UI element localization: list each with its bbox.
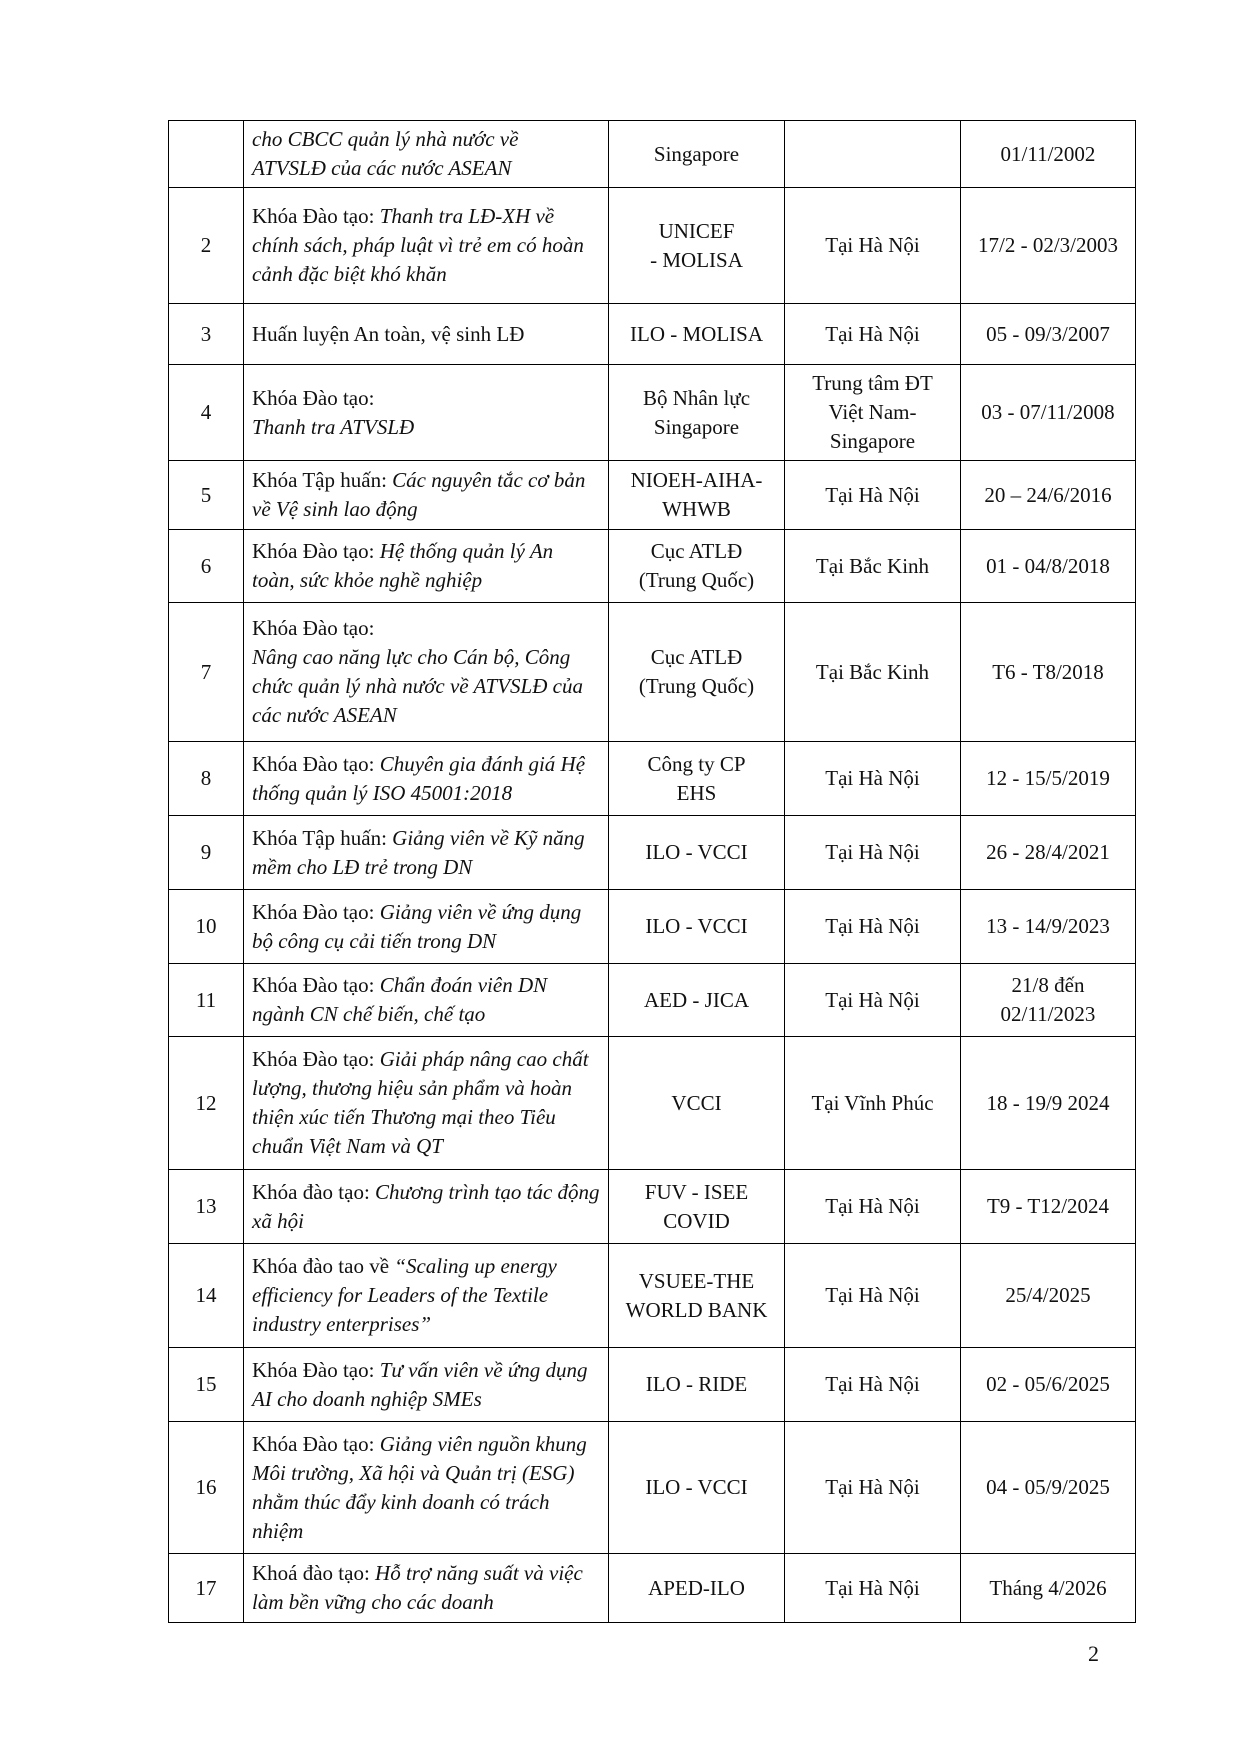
time-cell — [961, 530, 1136, 603]
course-name-cell — [244, 121, 609, 188]
course-name-cell — [244, 1170, 609, 1244]
course-title-text: Chuyên gia đánh giá Hệ thống quản lý ISO 45001:2018 — [252, 751, 586, 805]
organizer-text: (Trung Quốc) — [638, 674, 755, 698]
time-cell — [961, 742, 1136, 816]
time-cell — [961, 964, 1136, 1037]
organizer-text: FUV - ISEE — [644, 1179, 749, 1204]
organizer-text: VCCI — [671, 1090, 722, 1115]
course-title-text: Giảng viên về Kỹ năng mềm cho LĐ trẻ trong DN — [252, 825, 585, 879]
course-type-text: Khóa đào tạo: — [252, 1179, 376, 1204]
organizer-cell — [609, 304, 785, 365]
time-cell — [961, 121, 1136, 188]
time-text: 18 - 19/9 2024 — [986, 1090, 1110, 1115]
course-name-cell — [244, 188, 609, 304]
location-text: Tại Hà Nội — [825, 1575, 920, 1600]
location-text: Tại Hà Nội — [825, 1475, 920, 1499]
course-type-text: Khoá đào tạo: — [252, 1561, 376, 1585]
row-number-cell: 4 — [169, 365, 244, 461]
organizer-cell — [609, 461, 785, 530]
location-text: Việt Nam- — [828, 400, 917, 424]
organizer-text: AED - JICA — [644, 987, 749, 1012]
row-number-cell: 6 — [169, 530, 244, 603]
organizer-cell — [609, 365, 785, 461]
table-row — [169, 964, 1136, 1037]
organizer-text: COVID — [663, 1208, 730, 1233]
course-name-cell — [244, 890, 609, 964]
location-text: Tại Bắc Kinh — [815, 553, 930, 578]
time-cell — [961, 816, 1136, 890]
organizer-cell — [609, 890, 785, 964]
course-title-text: Hệ thống quản lý An toàn, sức khỏe nghề nghiệp — [252, 539, 554, 592]
location-text: Tại Hà Nội — [825, 1283, 920, 1307]
location-cell — [785, 365, 961, 461]
time-cell — [961, 1422, 1136, 1554]
organizer-cell — [609, 1037, 785, 1170]
location-text: Singapore — [829, 429, 916, 453]
course-type-text: Khóa Tập huấn: — [252, 825, 393, 850]
table-row — [169, 1422, 1136, 1554]
time-text: 13 - 14/9/2023 — [986, 914, 1110, 938]
time-text: 04 - 05/9/2025 — [986, 1475, 1110, 1499]
course-type-text: Khóa đào tao về — [252, 1254, 395, 1278]
organizer-text: ILO - VCCI — [645, 1475, 748, 1499]
time-text: 17/2 - 02/3/2003 — [978, 233, 1118, 257]
row-number-cell: 8 — [169, 742, 244, 816]
organizer-text: UNICEF — [658, 218, 735, 243]
course-name-cell — [244, 1037, 609, 1170]
course-name-cell — [244, 461, 609, 530]
time-cell — [961, 1037, 1136, 1170]
location-cell — [785, 1422, 961, 1554]
organizer-text: Cục ATLĐ — [650, 539, 743, 563]
row-number-cell: 15 — [169, 1348, 244, 1422]
course-type-text: Khóa Đào tạo: — [252, 1431, 380, 1456]
location-cell — [785, 1037, 961, 1170]
course-type-text: Khóa Đào tạo: — [252, 1357, 380, 1382]
organizer-text: Công ty CP — [647, 751, 746, 776]
course-title-text: Thanh tra LĐ-XH về chính sách, pháp luật vì trẻ em có hoàn cảnh đặc biệt khó khăn — [252, 204, 584, 286]
organizer-cell — [609, 964, 785, 1037]
location-text: Tại Hà Nội — [825, 482, 920, 507]
row-number-cell: 10 — [169, 890, 244, 964]
organizer-text: Singapore — [653, 414, 740, 439]
time-cell — [961, 1554, 1136, 1623]
location-cell — [785, 890, 961, 964]
time-text: T6 - T8/2018 — [992, 659, 1104, 684]
location-cell — [785, 530, 961, 603]
row-number-cell — [169, 121, 244, 188]
location-cell — [785, 964, 961, 1037]
time-text: 03 - 07/11/2008 — [981, 400, 1115, 424]
organizer-cell — [609, 816, 785, 890]
time-text: 25/4/2025 — [1005, 1283, 1091, 1307]
course-title-text: Thanh tra ATVSLĐ — [252, 414, 415, 439]
time-text: Tháng 4/2026 — [989, 1575, 1107, 1600]
course-name-cell — [244, 742, 609, 816]
course-name-cell — [244, 1554, 609, 1623]
location-text: Tại Bắc Kinh — [815, 659, 930, 684]
location-cell — [785, 461, 961, 530]
organizer-cell — [609, 1554, 785, 1623]
course-type-text: Khóa Tập huấn: — [252, 468, 393, 492]
time-cell — [961, 304, 1136, 365]
organizer-cell — [609, 1170, 785, 1244]
location-text: Tại Hà Nội — [825, 233, 920, 257]
organizer-text: ILO - MOLISA — [630, 321, 763, 346]
location-cell — [785, 1554, 961, 1623]
course-type-text: Khóa Đào tạo: — [252, 751, 380, 776]
table-row — [169, 304, 1136, 365]
organizer-text: - MOLISA — [650, 247, 743, 272]
table-row — [169, 121, 1136, 188]
location-text: Tại Hà Nội — [825, 321, 920, 346]
location-text: Tại Hà Nội — [825, 840, 920, 864]
course-title-text: Giảng viên nguồn khung Môi trường, Xã hội và Quản trị (ESG) nhằm thúc đẩy kinh doanh có trách nhiệm — [252, 1431, 587, 1543]
location-cell — [785, 1244, 961, 1348]
time-text: 20 – 24/6/2016 — [984, 482, 1112, 507]
table-row — [169, 742, 1136, 816]
time-cell — [961, 365, 1136, 461]
table-row — [169, 461, 1136, 530]
time-cell — [961, 1244, 1136, 1348]
course-name-cell — [244, 304, 609, 365]
course-title-text: “Scaling up energy efficiency for Leaders of the Textile industry enterprises” — [252, 1254, 557, 1336]
row-number-cell: 3 — [169, 304, 244, 365]
organizer-text: ILO - VCCI — [645, 840, 748, 864]
organizer-cell — [609, 121, 785, 188]
row-number-cell: 12 — [169, 1037, 244, 1170]
organizer-cell — [609, 603, 785, 742]
course-title-text: Tư vấn viên về ứng dụng AI cho doanh nghiệp SMEs — [252, 1357, 588, 1411]
table-row — [169, 1348, 1136, 1422]
page-number: 2 — [1088, 1641, 1099, 1666]
organizer-text: ILO - RIDE — [645, 1372, 748, 1396]
organizer-cell — [609, 1244, 785, 1348]
course-title-text: Giảng viên về ứng dụng bộ công cụ cải tiến trong DN — [252, 899, 582, 953]
row-number-cell: 16 — [169, 1422, 244, 1554]
organizer-text: NIOEH-AIHA- — [630, 468, 763, 492]
table-row — [169, 188, 1136, 304]
location-text: Tại Hà Nội — [825, 766, 920, 790]
organizer-text: APED-ILO — [648, 1575, 745, 1600]
table-row — [169, 1244, 1136, 1348]
time-text: 01/11/2002 — [1000, 141, 1096, 166]
organizer-text: WHWB — [662, 497, 731, 521]
row-number-cell: 13 — [169, 1170, 244, 1244]
organizer-text: Bộ Nhân lực — [642, 385, 751, 410]
time-cell — [961, 603, 1136, 742]
course-type-text: Khóa Đào tạo: — [252, 616, 375, 640]
course-type-text: Khóa Đào tạo: — [252, 1047, 380, 1071]
location-text: Tại Hà Nội — [825, 1372, 920, 1396]
course-type-text: Khóa Đào tạo: — [252, 204, 380, 228]
organizer-cell — [609, 1422, 785, 1554]
organizer-text: EHS — [676, 780, 717, 805]
time-text: 26 - 28/4/2021 — [986, 840, 1110, 864]
table-row — [169, 816, 1136, 890]
row-number-cell: 7 — [169, 603, 244, 742]
course-name-cell — [244, 1244, 609, 1348]
organizer-text: Singapore — [653, 141, 740, 166]
course-name-cell — [244, 816, 609, 890]
course-name-cell — [244, 365, 609, 461]
organizer-cell — [609, 530, 785, 603]
location-text: Tại Hà Nội — [825, 914, 920, 938]
organizer-cell — [609, 188, 785, 304]
organizer-text: ILO - VCCI — [645, 914, 748, 938]
organizer-text: VSUEE-THE — [638, 1268, 755, 1293]
organizer-text: (Trung Quốc) — [638, 568, 755, 592]
table-row — [169, 365, 1136, 461]
table-body — [169, 121, 1136, 1623]
training-courses-table — [168, 120, 1136, 1623]
location-cell — [785, 742, 961, 816]
table-row — [169, 890, 1136, 964]
table-row — [169, 530, 1136, 603]
time-text: 12 - 15/5/2019 — [986, 766, 1110, 790]
table-row — [169, 603, 1136, 742]
organizer-text: WORLD BANK — [625, 1297, 768, 1322]
course-title-text: Hỗ trợ năng suất và việc làm bền vững cho các doanh — [252, 1561, 583, 1614]
time-text: 05 - 09/3/2007 — [986, 321, 1110, 346]
organizer-text: Cục ATLĐ — [650, 645, 743, 669]
row-number-cell: 17 — [169, 1554, 244, 1623]
location-text: Tại Vĩnh Phúc — [811, 1090, 934, 1115]
course-name-cell — [244, 1348, 609, 1422]
row-number-cell: 11 — [169, 964, 244, 1037]
course-title-text: cho CBCC quản lý nhà nước về — [252, 127, 519, 151]
row-number-cell: 5 — [169, 461, 244, 530]
course-type-text: Khóa Đào tạo: — [252, 539, 380, 563]
course-type-text: Khóa Đào tạo: — [252, 385, 375, 410]
course-title-text: ATVSLĐ của các nước ASEAN — [252, 156, 512, 180]
row-number-cell: 2 — [169, 188, 244, 304]
location-text: Tại Hà Nội — [825, 987, 920, 1012]
course-title-text: Nâng cao năng lực cho Cán bộ, Công chức quản lý nhà nước về ATVSLĐ của các nước ASEAN — [252, 645, 583, 727]
time-text: 02/11/2023 — [1000, 1002, 1096, 1026]
location-cell — [785, 603, 961, 742]
course-name-cell — [244, 1422, 609, 1554]
time-text: 02 - 05/6/2025 — [986, 1372, 1110, 1396]
course-name-cell — [244, 603, 609, 742]
time-cell — [961, 890, 1136, 964]
location-cell — [785, 121, 961, 188]
organizer-cell — [609, 742, 785, 816]
location-cell — [785, 1348, 961, 1422]
course-title-text: Chẩn đoán viên DN ngành CN chế biến, chế tạo — [252, 973, 548, 1026]
location-cell — [785, 304, 961, 365]
location-text: Tại Hà Nội — [825, 1194, 920, 1218]
course-type-text: Huấn luyện An toàn, vệ sinh LĐ — [252, 321, 525, 346]
time-text: 21/8 đến — [1011, 973, 1085, 997]
course-title-text: Các nguyên tắc cơ bản về Vệ sinh lao động — [252, 468, 586, 521]
time-cell — [961, 188, 1136, 304]
course-name-cell — [244, 964, 609, 1037]
location-cell — [785, 1170, 961, 1244]
time-text: T9 - T12/2024 — [986, 1194, 1110, 1218]
course-title-text: Chương trình tạo tác động xã hội — [252, 1179, 600, 1233]
course-name-cell — [244, 530, 609, 603]
course-type-text: Khóa Đào tạo: — [252, 899, 380, 924]
location-text: Trung tâm ĐT — [812, 371, 933, 395]
table-row — [169, 1037, 1136, 1170]
table-row — [169, 1170, 1136, 1244]
time-cell — [961, 1170, 1136, 1244]
time-text: 01 - 04/8/2018 — [986, 553, 1110, 578]
row-number-cell: 9 — [169, 816, 244, 890]
course-title-text: Giải pháp nâng cao chất lượng, thương hiệu sản phẩm và hoàn thiện xúc tiến Thương mại theo Tiêu chuẩn Việt Nam và QT — [252, 1047, 589, 1158]
course-type-text: Khóa Đào tạo: — [252, 973, 380, 997]
organizer-cell — [609, 1348, 785, 1422]
location-cell — [785, 188, 961, 304]
table-row — [169, 1554, 1136, 1623]
time-cell — [961, 461, 1136, 530]
location-cell — [785, 816, 961, 890]
time-cell — [961, 1348, 1136, 1422]
row-number-cell: 14 — [169, 1244, 244, 1348]
